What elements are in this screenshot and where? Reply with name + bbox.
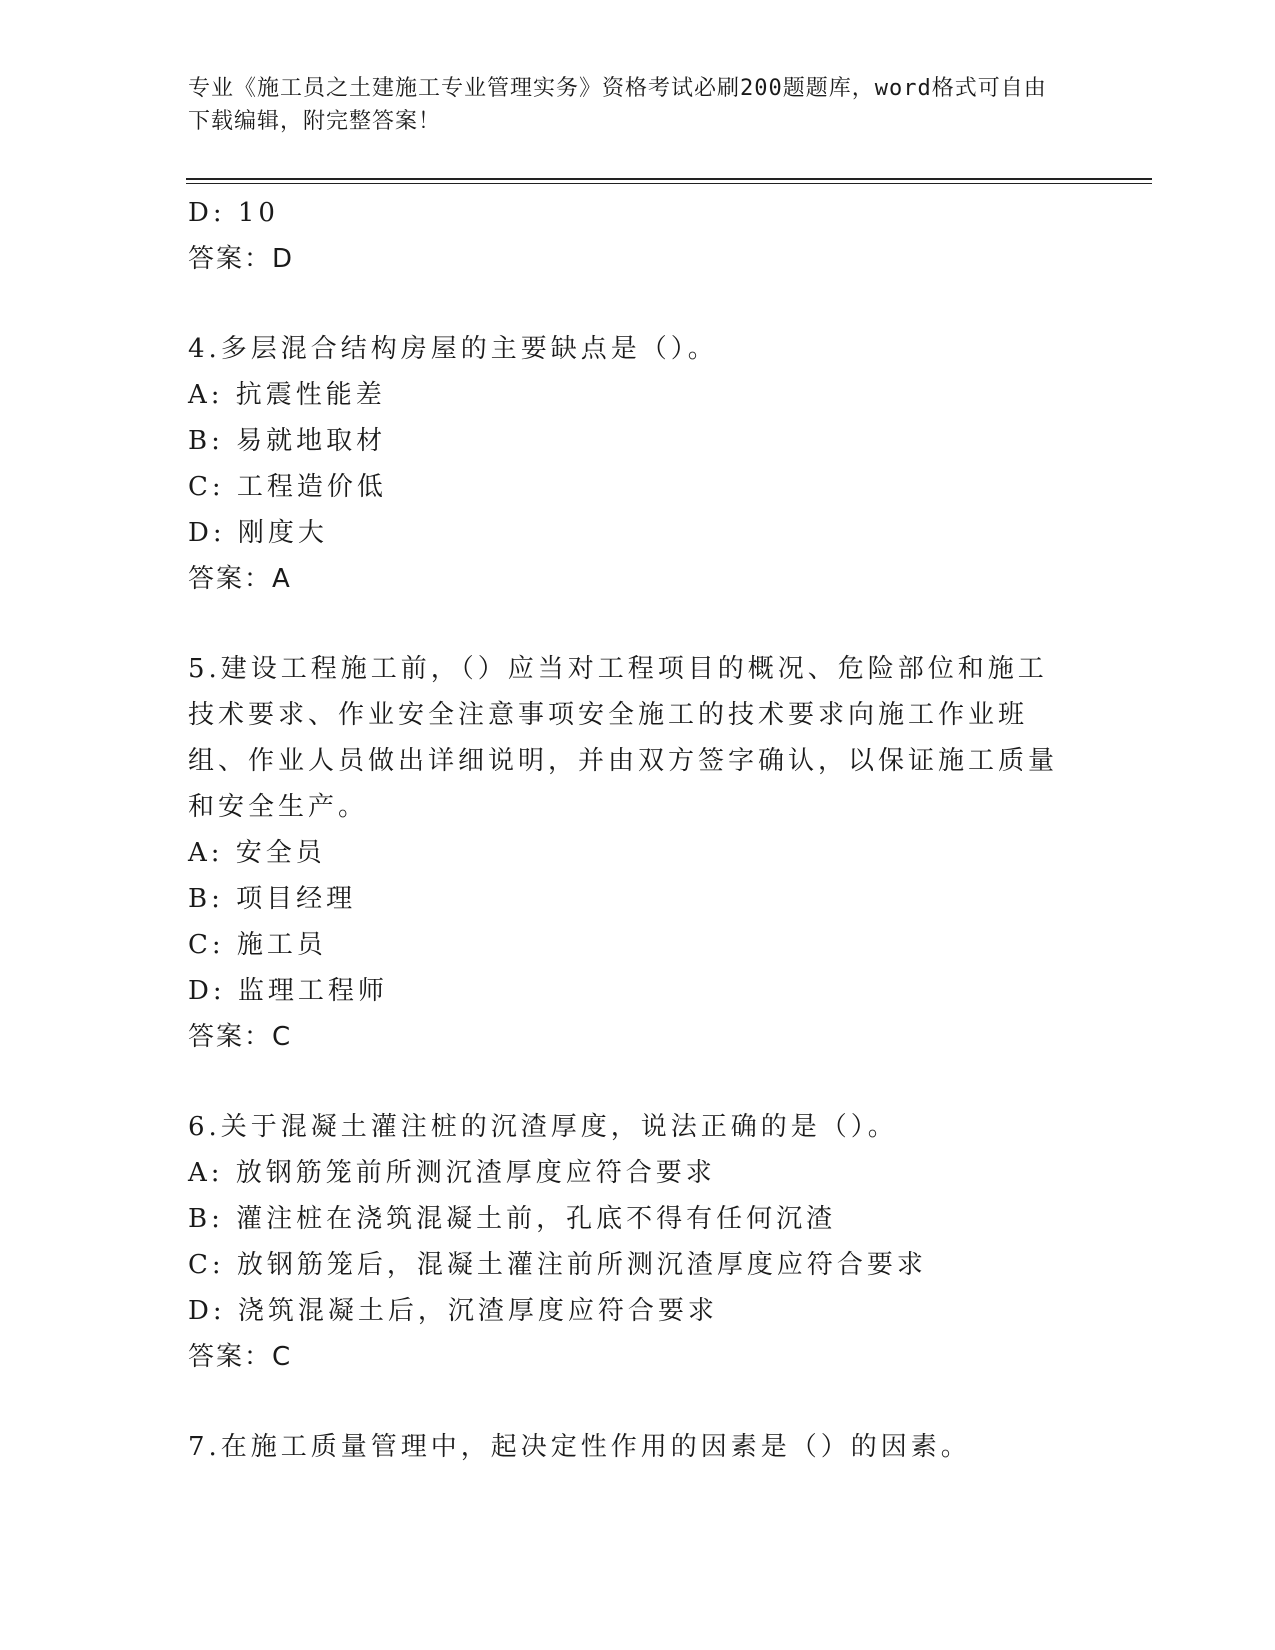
option-d: D: 监理工程师 — [188, 976, 388, 1006]
option-a: A: 抗震性能差 — [188, 380, 386, 410]
option-d: D: 刚度大 — [188, 518, 328, 548]
spacer — [188, 1060, 1068, 1104]
spacer — [188, 282, 1068, 326]
question-stem: 4.多层混合结构房屋的主要缺点是（）。 — [188, 334, 718, 364]
question-stem: 5.建设工程施工前，（）应当对工程项目的概况、危险部位和施工技术要求、作业安全注意事项安全施工的技术要求向施工作业班组、作业人员做出详细说明，并由双方签字确认，以保证施工质量和安全生产。 — [188, 654, 1059, 822]
header-divider — [186, 178, 1152, 184]
question-7 — [188, 1424, 1068, 1470]
option-d: D: 浇筑混凝土后，沉渣厚度应符合要求 — [188, 1296, 718, 1326]
option-c: C: 工程造价低 — [188, 472, 387, 502]
option-a: A: 放钢筋笼前所测沉渣厚度应符合要求 — [188, 1158, 716, 1188]
option-b: B: 灌注桩在浇筑混凝土前，孔底不得有任何沉渣 — [188, 1204, 837, 1234]
option-b: B: 项目经理 — [188, 884, 357, 914]
previous-question-option-d: D: 10 — [188, 198, 279, 228]
option-a: A: 安全员 — [188, 838, 326, 868]
page-header: 专业《施工员之土建施工专业管理实务》资格考试必刷200题题库，word格式可自由下载编辑，附完整答案！ — [188, 76, 1047, 134]
spacer — [188, 602, 1068, 646]
option-c: C: 放钢筋笼后，混凝土灌注前所测沉渣厚度应符合要求 — [188, 1250, 927, 1280]
previous-question-answer: 答案：D — [188, 244, 295, 274]
answer-line: 答案：C — [188, 1022, 293, 1052]
document-body — [188, 190, 1068, 1470]
option-b: B: 易就地取材 — [188, 426, 387, 456]
question-stem: 6.关于混凝土灌注桩的沉渣厚度，说法正确的是（）。 — [188, 1112, 898, 1142]
answer-line: 答案：A — [188, 564, 292, 594]
question-5 — [188, 646, 1068, 1060]
answer-line: 答案：C — [188, 1342, 293, 1372]
question-stem: 7.在施工质量管理中，起决定性作用的因素是（）的因素。 — [188, 1432, 971, 1462]
question-6 — [188, 1104, 1068, 1380]
question-4 — [188, 326, 1068, 602]
spacer — [188, 1380, 1068, 1424]
option-c: C: 施工员 — [188, 930, 327, 960]
